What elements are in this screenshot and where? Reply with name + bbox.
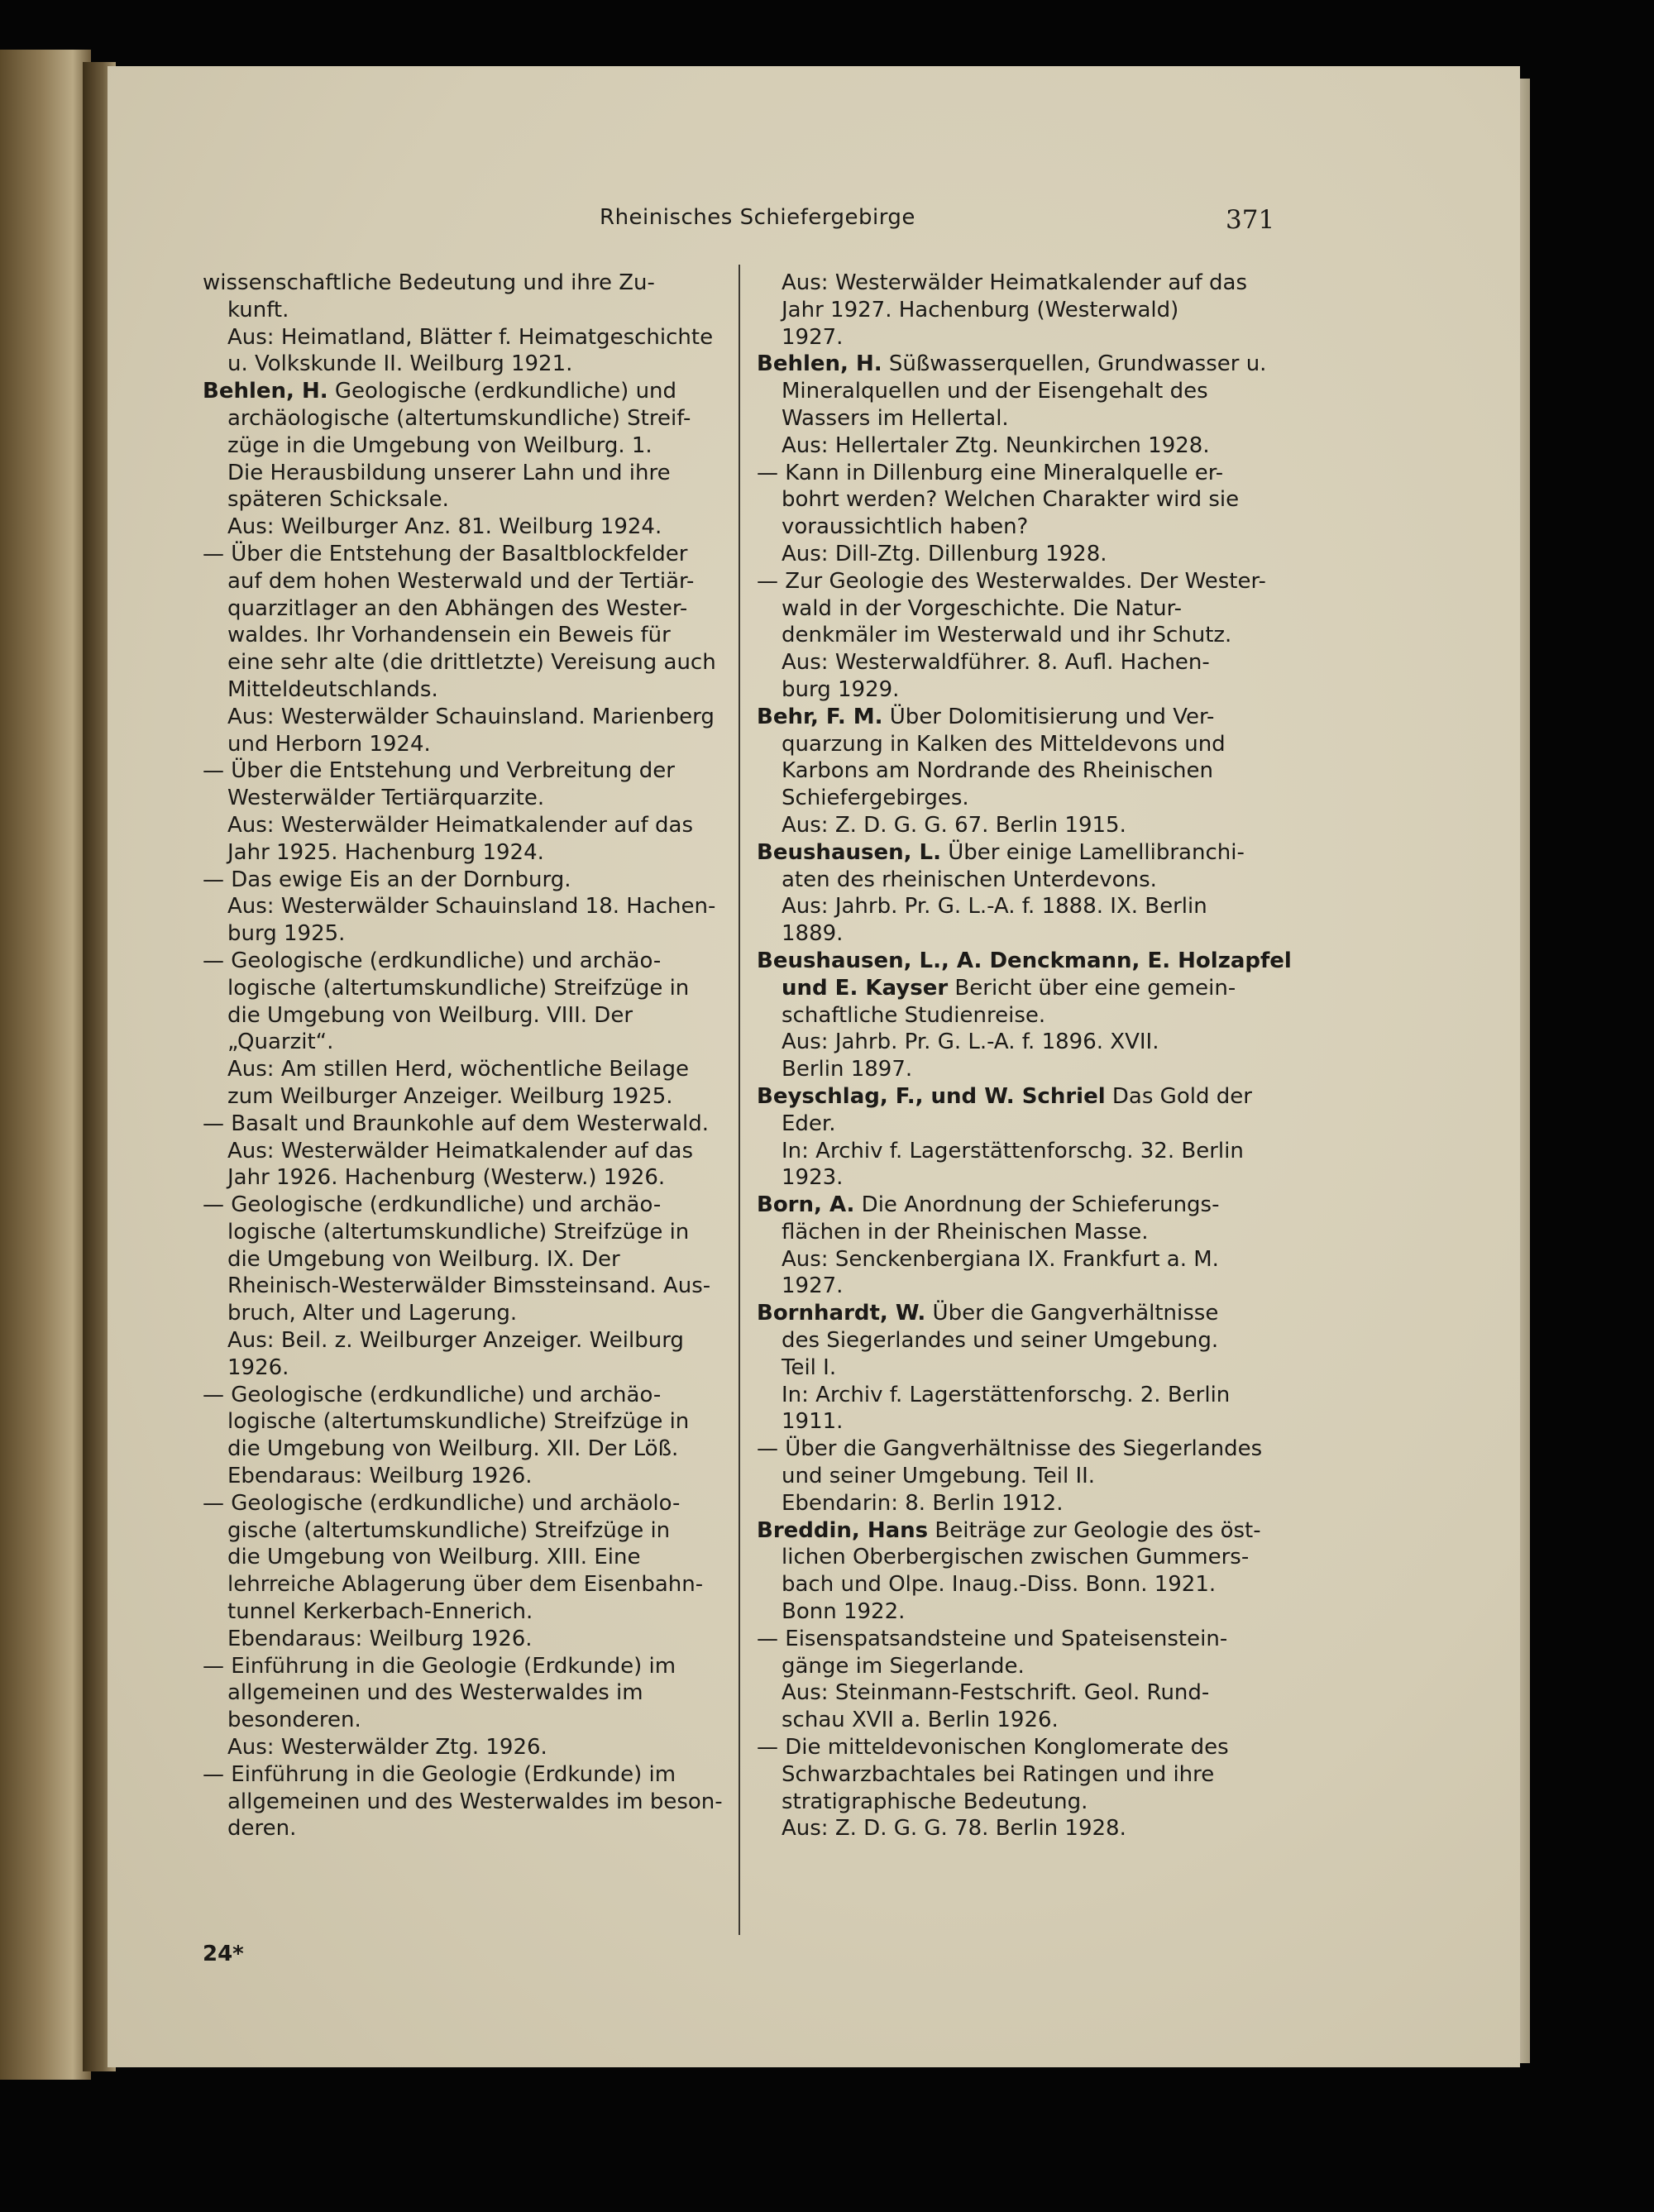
running-title: Rheinisches Schiefergebirge	[600, 205, 915, 230]
text-line: archäologische (altertumskundliche) Streif-	[227, 405, 691, 431]
text-line: Aus: Westerwälder Ztg. 1926.	[227, 1735, 547, 1761]
source-note	[203, 514, 728, 541]
text-line: „Quarzit“.	[227, 1030, 334, 1055]
bibliography-entry	[203, 1192, 728, 1327]
bibliography-entry	[203, 757, 728, 812]
bibliography-entry	[757, 1436, 1263, 1490]
text-line: — Basalt und Braunkohle auf dem Westerwald.	[203, 1111, 710, 1136]
text-line: quarzung in Kalken des Mitteldevons und	[782, 731, 1226, 757]
text-line: — Geologische (erdkundliche) und archäo-	[203, 1192, 662, 1218]
text-line: stratigraphische Bedeutung.	[782, 1789, 1088, 1814]
text-line: Ebendarin: 8. Berlin 1912.	[782, 1490, 1064, 1516]
text-line: Aus: Z. D. G. G. 78. Berlin 1928.	[782, 1816, 1126, 1842]
text-line: Berlin 1897.	[782, 1057, 913, 1082]
text-line: waldes. Ihr Vorhandensein ein Beweis für	[227, 623, 671, 648]
source-note	[203, 324, 728, 379]
text-line: — Kann in Dillenburg eine Mineralquelle er-	[757, 460, 1224, 485]
text-line: Die Herausbildung unserer Lahn und ihre	[227, 460, 671, 485]
signature-mark: 24*	[203, 1942, 244, 1966]
text-line: 1923.	[782, 1165, 844, 1191]
text-line: tunnel Kerkerbach-Ennerich.	[227, 1599, 533, 1625]
text-line: Schiefergebirges.	[782, 786, 969, 811]
text-line: Ebendaraus: Weilburg 1926.	[227, 1464, 533, 1489]
text-line: gische (altertumskundliche) Streifzüge in	[227, 1517, 671, 1543]
bibliography-entry	[203, 541, 728, 704]
text-line: allgemeinen und des Westerwaldes im	[227, 1680, 643, 1706]
text-line: des Siegerlandes und seiner Umgebung.	[782, 1328, 1219, 1354]
text-line: Aus: Steinmann-Festschrift. Geol. Rund-	[782, 1680, 1210, 1706]
text-line: Aus: Am stillen Herd, wöchentliche Beilage	[227, 1057, 689, 1082]
source-note	[203, 1138, 728, 1192]
text-line: züge in die Umgebung von Weilburg. 1.	[227, 432, 653, 458]
source-note	[757, 1029, 1207, 1083]
text-line: allgemeinen und des Westerwaldes im beson-	[227, 1789, 723, 1814]
bibliography-entry	[203, 1490, 728, 1626]
bibliography-entry	[757, 1734, 1229, 1815]
text-line: Mineralquellen und der Eisengehalt des	[782, 379, 1208, 404]
bibliography-entry	[757, 839, 1245, 894]
text-line: logische (altertumskundliche) Streifzüge in	[227, 1409, 690, 1435]
text-line: logische (altertumskundliche) Streifzüge in	[227, 1219, 690, 1245]
text-line: burg 1929.	[782, 676, 900, 702]
text-line: — Geologische (erdkundliche) und archäo-	[203, 1382, 662, 1407]
text-line: Jahr 1925. Hachenburg 1924.	[227, 839, 544, 865]
text-line: Behlen, H. Geologische (erdkundliche) und	[203, 379, 677, 404]
bibliography-entry	[757, 1083, 1252, 1138]
bibliography-entry	[757, 704, 1226, 812]
text-line: die Umgebung von Weilburg. IX. Der	[227, 1246, 620, 1272]
bibliography-entry	[757, 568, 1266, 649]
source-note	[757, 1138, 1244, 1192]
source-note	[757, 1246, 1219, 1301]
author-name: Behlen, H.	[757, 351, 882, 377]
page	[108, 66, 1520, 2067]
source-note	[757, 893, 1207, 948]
bibliography-entry	[203, 1761, 728, 1842]
text-line: — Über die Gangverhältnisse des Siegerlandes	[757, 1436, 1263, 1462]
bibliography-entry	[757, 460, 1240, 541]
source-note	[203, 1327, 728, 1382]
text-line: — Einführung in die Geologie (Erdkunde) im	[203, 1653, 676, 1679]
text-line: Rheinisch-Westerwälder Bimssteinsand. Aus-	[227, 1273, 711, 1299]
text-line: Aus: Senckenbergiana IX. Frankfurt a. M.	[782, 1246, 1219, 1272]
text-line: In: Archiv f. Lagerstättenforschg. 2. Berlin	[782, 1382, 1231, 1407]
source-note	[203, 704, 728, 758]
bibliography-entry	[203, 270, 728, 324]
text-line: wissenschaftliche Bedeutung und ihre Zu-	[203, 270, 655, 295]
text-line: wald in der Vorgeschichte. Die Natur-	[782, 595, 1183, 621]
text-line: 1927.	[782, 324, 844, 350]
bibliography-entry	[757, 1626, 1228, 1680]
text-line: Aus: Westerwaldführer. 8. Aufl. Hachen-	[782, 650, 1210, 676]
text-line: die Umgebung von Weilburg. VIII. Der	[227, 1002, 633, 1028]
text-line: Behlen, H. Süßwasserquellen, Grundwasser u.	[757, 351, 1267, 377]
source-note	[203, 893, 728, 948]
text-line: Aus: Dill-Ztg. Dillenburg 1928.	[782, 541, 1107, 566]
source-note	[203, 1626, 728, 1653]
author-name: Beushausen, L.	[757, 839, 941, 865]
text-line: auf dem hohen Westerwald und der Tertiär-	[227, 568, 695, 594]
source-note	[203, 812, 728, 867]
author-name: Beyschlag, F., und W. Schriel	[757, 1083, 1106, 1109]
text-line: Karbons am Nordrande des Rheinischen	[782, 758, 1213, 784]
text-line: Eder.	[782, 1111, 836, 1136]
text-line: — Die mitteldevonischen Konglomerate des	[757, 1735, 1229, 1761]
text-line: — Über die Entstehung der Basaltblockfelder	[203, 541, 688, 566]
text-line: Aus: Westerwälder Schauinsland. Marienberg	[227, 704, 715, 729]
text-line: — Einführung in die Geologie (Erdkunde) im	[203, 1761, 676, 1787]
bibliography-entry	[757, 351, 1267, 432]
page-number: 371	[1226, 205, 1275, 235]
source-note	[203, 1734, 728, 1761]
text-line: Aus: Jahrb. Pr. G. L.-A. f. 1888. IX. Berlin	[782, 894, 1207, 920]
text-line: u. Volkskunde II. Weilburg 1921.	[227, 351, 573, 377]
text-line: die Umgebung von Weilburg. XII. Der Löß.	[227, 1436, 679, 1462]
text-line: — Zur Geologie des Westerwaldes. Der Wester-	[757, 568, 1266, 594]
text-line: zum Weilburger Anzeiger. Weilburg 1925.	[227, 1083, 673, 1109]
left-page-edge	[0, 50, 91, 2080]
text-line: eine sehr alte (die drittletzte) Vereisung auch	[227, 650, 716, 676]
text-line: denkmäler im Westerwald und ihr Schutz.	[782, 623, 1232, 648]
text-line: und E. Kayser Bericht über eine gemein-	[782, 975, 1236, 1001]
source-note	[757, 1382, 1231, 1436]
text-line: Aus: Jahrb. Pr. G. L.-A. f. 1896. XVII.	[782, 1030, 1159, 1055]
text-line: Aus: Westerwälder Heimatkalender auf das	[782, 270, 1248, 295]
text-line: — Geologische (erdkundliche) und archäo-	[203, 948, 662, 973]
text-line: Teil I.	[782, 1354, 837, 1380]
text-line: bohrt werden? Welchen Charakter wird sie	[782, 487, 1240, 513]
text-line: und Herborn 1924.	[227, 731, 431, 757]
text-line: Westerwälder Tertiärquarzite.	[227, 786, 545, 811]
bibliography-entry	[757, 948, 1292, 1029]
text-line: Bonn 1922.	[782, 1599, 906, 1625]
column-rule	[739, 265, 740, 1935]
text-line	[757, 948, 1292, 975]
bibliography-entry	[203, 1111, 728, 1138]
source-note	[757, 541, 1207, 568]
author-name: und E. Kayser	[782, 975, 949, 1001]
text-line: schaftliche Studienreise.	[782, 1002, 1046, 1028]
text-line: späteren Schicksale.	[227, 487, 449, 513]
text-line: Aus: Weilburger Anz. 81. Weilburg 1924.	[227, 514, 662, 540]
bibliography-entry	[757, 1192, 1220, 1246]
text-line: Jahr 1926. Hachenburg (Westerw.) 1926.	[227, 1165, 666, 1191]
text-line: — Über die Entstehung und Verbreitung der	[203, 758, 675, 784]
text-line: In: Archiv f. Lagerstättenforschg. 32. Berlin	[782, 1138, 1244, 1163]
bibliography-entry	[757, 1517, 1261, 1626]
text-line: Born, A. Die Anordnung der Schieferungs-	[757, 1192, 1220, 1218]
text-line: lehrreiche Ablagerung über dem Eisenbahn-	[227, 1572, 704, 1598]
text-line: Wassers im Hellertal.	[782, 405, 1009, 431]
source-note	[757, 432, 1210, 460]
text-line: gänge im Siegerlande.	[782, 1653, 1025, 1679]
text-line: die Umgebung von Weilburg. XIII. Eine	[227, 1545, 641, 1570]
source-note	[757, 1490, 1207, 1517]
text-line: Aus: Westerwälder Heimatkalender auf das	[227, 1138, 694, 1163]
text-line: — Das ewige Eis an der Dornburg.	[203, 867, 571, 892]
text-line: bruch, Alter und Lagerung.	[227, 1301, 518, 1326]
text-line: lichen Oberbergischen zwischen Gummers-	[782, 1545, 1250, 1570]
text-line: Aus: Z. D. G. G. 67. Berlin 1915.	[782, 812, 1126, 838]
source-note	[757, 812, 1207, 839]
author-name: Beushausen, L., A. Denckmann, E. Holzapfel	[757, 948, 1292, 973]
text-line: Ebendaraus: Weilburg 1926.	[227, 1626, 533, 1651]
author-name: Breddin, Hans	[757, 1517, 929, 1543]
text-line: Breddin, Hans Beiträge zur Geologie des öst-	[757, 1517, 1261, 1543]
text-line: Aus: Beil. z. Weilburger Anzeiger. Weilburg	[227, 1328, 684, 1354]
right-column	[757, 270, 1292, 1842]
text-line: Behr, F. M. Über Dolomitisierung und Ver-	[757, 704, 1215, 729]
bibliography-entry	[203, 378, 728, 514]
text-line: kunft.	[227, 297, 289, 322]
running-head	[108, 205, 1520, 246]
text-line: Bornhardt, W. Über die Gangverhältnisse	[757, 1301, 1219, 1326]
text-line: und seiner Umgebung. Teil II.	[782, 1464, 1096, 1489]
text-line: flächen in der Rheinischen Masse.	[782, 1219, 1149, 1245]
text-line: burg 1925.	[227, 921, 346, 947]
text-line: Beyschlag, F., und W. Schriel Das Gold der	[757, 1083, 1252, 1109]
text-line: Mitteldeutschlands.	[227, 676, 438, 702]
text-line: 1926.	[227, 1354, 289, 1380]
text-line: Schwarzbachtales bei Ratingen und ihre	[782, 1761, 1215, 1787]
source-note	[203, 1056, 728, 1111]
author-name: Born, A.	[757, 1192, 855, 1218]
text-line: besonderen.	[227, 1708, 361, 1733]
bibliography-entry	[203, 1653, 728, 1734]
source-note	[757, 1815, 1207, 1842]
left-column	[203, 270, 728, 1842]
text-line: 1911.	[782, 1409, 844, 1435]
author-name: Behr, F. M.	[757, 704, 883, 729]
text-line: — Eisenspatsandsteine und Spateisenstein-	[757, 1626, 1228, 1651]
source-note	[757, 270, 1248, 351]
text-line: 1927.	[782, 1273, 844, 1299]
author-name: Bornhardt, W.	[757, 1301, 926, 1326]
bibliography-entry	[203, 1382, 728, 1463]
text-line: quarzitlager an den Abhängen des Wester-	[227, 595, 688, 621]
text-line: aten des rheinischen Unterdevons.	[782, 867, 1157, 892]
source-note	[757, 1679, 1210, 1734]
text-line: Aus: Westerwälder Schauinsland 18. Hachen-	[227, 894, 716, 920]
text-line: — Geologische (erdkundliche) und archäolo-	[203, 1490, 681, 1516]
source-note	[203, 1463, 728, 1490]
text-line: deren.	[227, 1816, 297, 1842]
author-name: Behlen, H.	[203, 379, 328, 404]
text-line: Aus: Heimatland, Blätter f. Heimatgeschichte	[227, 324, 714, 350]
text-line: schau XVII a. Berlin 1926.	[782, 1708, 1059, 1733]
bibliography-entry	[203, 948, 728, 1056]
text-line: voraussichtlich haben?	[782, 514, 1029, 540]
text-line: Jahr 1927. Hachenburg (Westerwald)	[782, 297, 1179, 322]
text-line: 1889.	[782, 921, 844, 947]
text-line: bach und Olpe. Inaug.-Diss. Bonn. 1921.	[782, 1572, 1217, 1598]
bibliography-entry	[757, 1300, 1219, 1381]
bibliography-entry	[203, 867, 728, 894]
text-line: logische (altertumskundliche) Streifzüge in	[227, 975, 690, 1001]
text-line: Aus: Westerwälder Heimatkalender auf das	[227, 812, 694, 838]
source-note	[757, 649, 1210, 704]
text-line: Aus: Hellertaler Ztg. Neunkirchen 1928.	[782, 432, 1210, 458]
text-line: Beushausen, L. Über einige Lamellibranchi-	[757, 839, 1245, 865]
